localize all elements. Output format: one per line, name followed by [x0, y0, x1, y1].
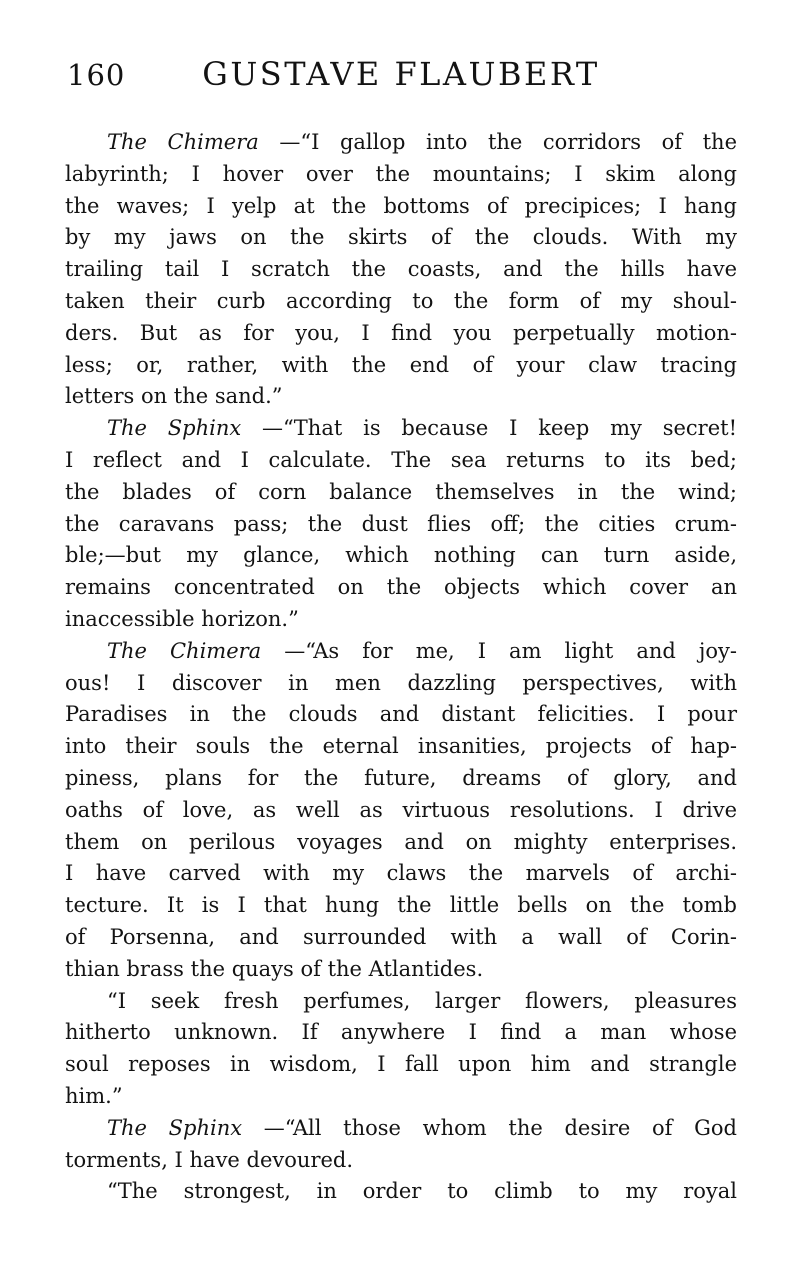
paragraph — [65, 1176, 737, 1208]
speaker-name: The Chimera — [107, 130, 259, 154]
text-line: remains concentrated on the objects which cover an — [65, 575, 737, 600]
text-line: by my jaws on the skirts of the clouds. With my — [65, 225, 737, 250]
text-line: soul reposes in wisdom, I fall upon him and strangle — [65, 1052, 737, 1077]
text-line: them on perilous voyages and on mighty enterprises. — [65, 829, 737, 854]
paragraph — [65, 636, 737, 986]
text-line: piness, plans for the future, dreams of glory, and — [65, 765, 737, 790]
speaker-name: The Chimera — [107, 638, 262, 663]
text-line: hitherto unknown. If anywhere I find a man whose — [65, 1020, 737, 1045]
text-line: letters on the sand.” — [65, 384, 283, 409]
paragraph — [65, 413, 737, 636]
paragraph — [65, 1113, 737, 1177]
speaker-name: The Sphinx — [107, 1115, 243, 1140]
text-line: The Sphinx —“That is because I keep my secret! — [107, 416, 738, 441]
text-line: into their souls the eternal insanities, projects of hap- — [65, 734, 737, 759]
text-line: Paradises in the clouds and distant felicities. I pour — [65, 702, 737, 727]
paragraph — [65, 127, 737, 413]
text-line: “The strongest, in order to climb to my royal — [107, 1179, 737, 1204]
text-line: him.” — [65, 1083, 123, 1108]
text-line: trailing tail I scratch the coasts, and the hills have — [65, 257, 737, 282]
text-line: The Sphinx —“All those whom the desire of God — [107, 1115, 737, 1140]
speaker-name: The Sphinx — [107, 416, 242, 441]
text-line: The Chimera —“As for me, I am light and joy- — [107, 638, 738, 663]
text-line: less; or, rather, with the end of your claw tracing — [65, 352, 737, 377]
text-line: “I seek fresh perfumes, larger flowers, pleasures — [107, 988, 737, 1013]
text-line: tecture. It is I that hung the little bells on the tomb — [65, 893, 737, 918]
text-line: I reflect and I calculate. The sea returns to its bed; — [65, 447, 737, 472]
text-line: ble;—but my glance, which nothing can turn aside, — [65, 543, 737, 568]
text-line: the caravans pass; the dust flies off; the cities crum- — [65, 511, 737, 536]
text-line: ous! I discover in men dazzling perspectives, with — [65, 670, 737, 695]
text-line: the waves; I yelp at the bottoms of precipices; I hang — [65, 193, 737, 218]
text-line: torments, I have devoured. — [65, 1147, 354, 1172]
page-number: 160 — [67, 58, 126, 92]
text-line: of Porsenna, and surrounded with a wall of Corin- — [65, 924, 737, 949]
text-line: ders. But as for you, I find you perpetually motion- — [65, 320, 737, 345]
text-line: the blades of corn balance themselves in the wind; — [65, 479, 737, 504]
paragraph — [65, 986, 737, 1113]
text-line: thian brass the quays of the Atlantides. — [65, 956, 484, 981]
text-line: The Chimera —“I gallop into the corridors of the — [107, 130, 737, 154]
page-header — [65, 52, 737, 93]
page-body — [65, 127, 737, 1208]
text-line: taken their curb according to the form of my shoul- — [65, 288, 737, 313]
text-line: oaths of love, as well as virtuous resolutions. I drive — [65, 797, 737, 822]
text-line: I have carved with my claws the marvels of archi- — [65, 861, 737, 886]
running-header: GUSTAVE FLAUBERT — [202, 55, 600, 93]
text-line: labyrinth; I hover over the mountains; I skim along — [65, 161, 737, 186]
text-line: inaccessible horizon.” — [65, 606, 299, 631]
